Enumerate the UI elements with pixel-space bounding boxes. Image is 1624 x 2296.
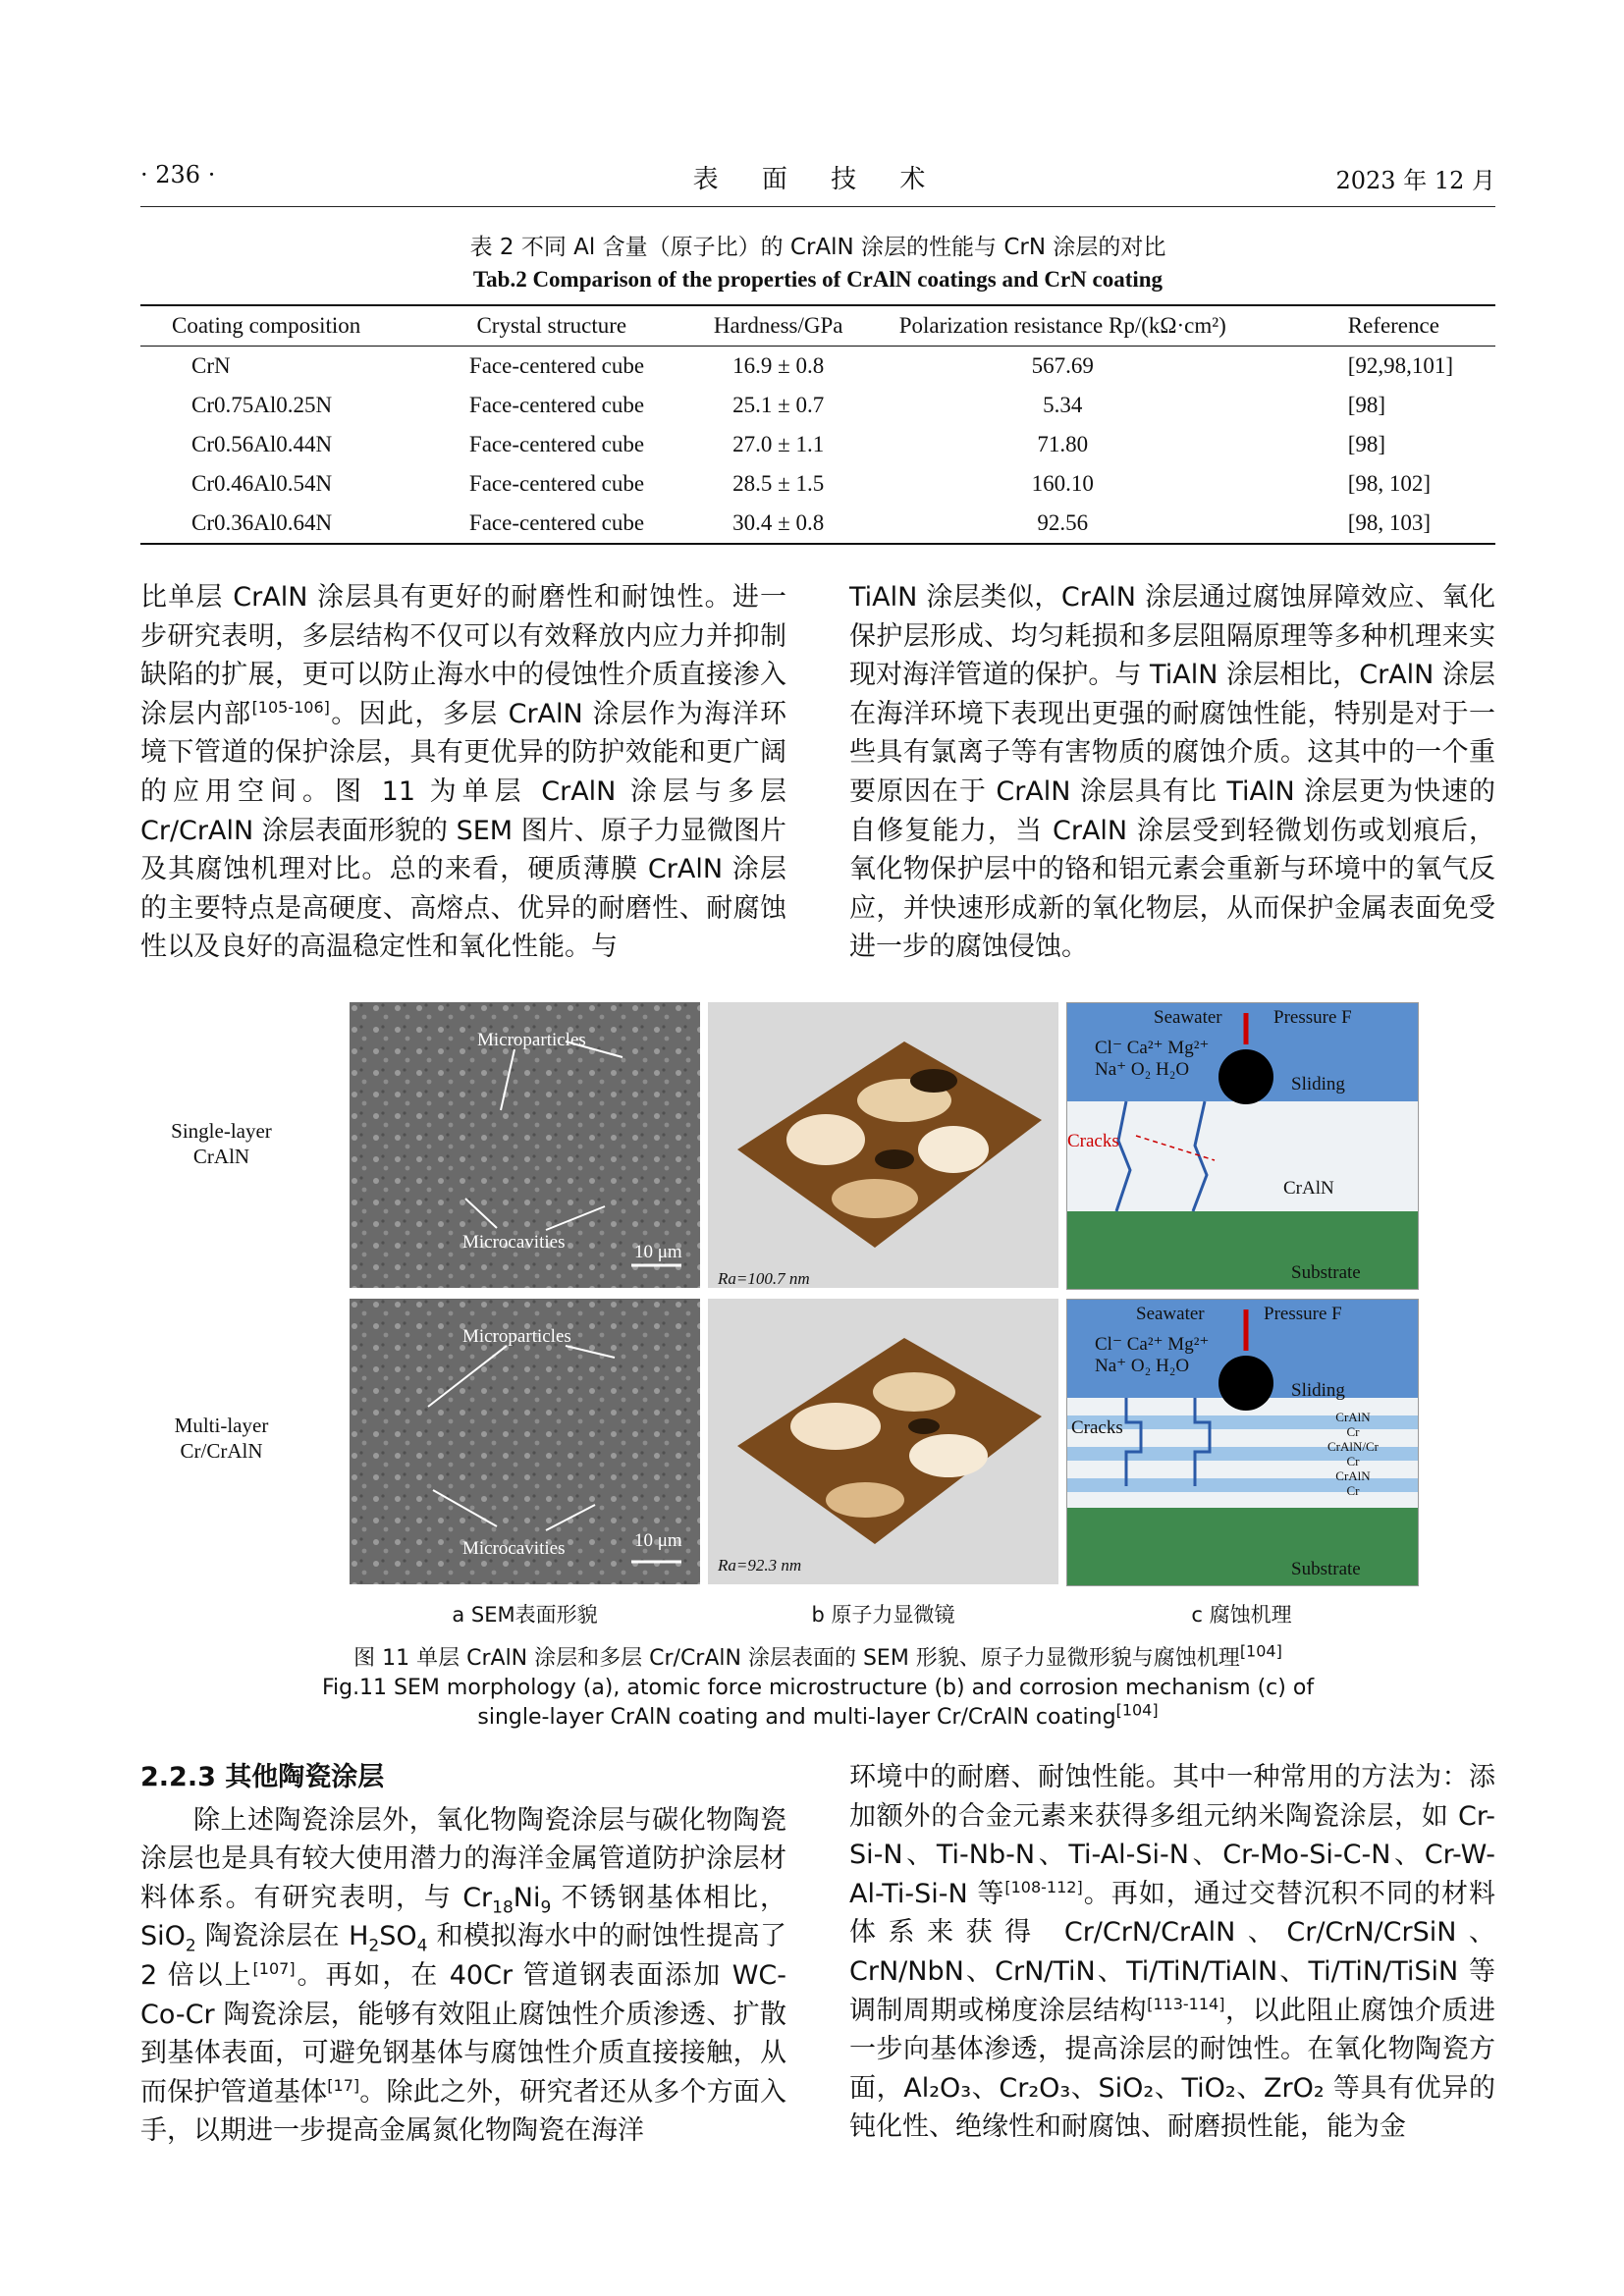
subscript: 4: [416, 1936, 428, 1956]
cell-reference: [98]: [1347, 393, 1386, 417]
subscript: 9: [540, 1897, 552, 1918]
mech-substrate: Substrate: [1291, 1261, 1361, 1283]
cell-composition: Cr0.46Al0.54N: [191, 471, 333, 496]
mech-pressure: Pressure F: [1264, 1303, 1342, 1324]
afm-surface: [708, 1299, 1058, 1584]
cell-hardness: 30.4 ± 0.8: [732, 510, 825, 535]
right-column: [849, 578, 1495, 967]
issue-date: 2023 年 12 月: [1335, 167, 1495, 194]
mech-crain-label: CrAlN: [1283, 1177, 1334, 1199]
text-span: 。再如，通过交替沉积不同的材料体系来获得 Cr/CrN/CrAlN、Cr/CrN/CrSiN、CrN/NbN、CrN/TiN、Ti/TiN/TiAlN、Ti/TiN/TiSiN 等调制周期或梯度涂层结构: [849, 1878, 1496, 2026]
col-header-reference: Reference: [1347, 313, 1439, 338]
cell-reference: [98, 102]: [1347, 471, 1432, 496]
text-span: 环境中的耐磨、耐蚀性能。其中一种常用的方法为：添加额外的合金元素来获得多组元纳米陶瓷涂层，如 Cr-Si-N、Ti-Nb-N、Ti-Al-Si-N、Cr-Mo-Si-C-N、Cr-W-Al-Ti-Si-N 等: [849, 1761, 1495, 1909]
cell-hardness: 27.0 ± 1.1: [732, 432, 825, 456]
mechanism-multi: [1066, 1299, 1419, 1586]
sem-label-microparticles: Microparticles: [477, 1029, 586, 1050]
row-label-multi: Multi-layer Cr/CrAlN: [174, 1413, 269, 1463]
mech-cracks: Cracks: [1067, 1130, 1119, 1151]
subscript: 2: [185, 1936, 196, 1956]
citation: [105-106]: [251, 697, 330, 717]
cell-hardness: 28.5 ± 1.5: [732, 471, 825, 496]
mech-ions-1: Cl⁻ Ca²⁺ Mg²⁺: [1095, 1333, 1210, 1355]
page: [140, 147, 1495, 2151]
text-span: ，以此阻止腐蚀介质进一步向基体渗透，提高涂层的耐蚀性。在氧化物陶瓷方面，Al₂O₃、Cr₂O₃、SiO₂、TiO₂、ZrO₂ 等具有优异的钝化性、绝缘性和耐腐蚀、耐磨损性能，能为金: [849, 1995, 1496, 2143]
cell-composition: CrN: [191, 353, 231, 378]
right-column: [849, 1758, 1495, 2151]
table-row: [140, 504, 1495, 544]
page-number: · 236 ·: [140, 161, 216, 188]
sem-scale-bar: 10 μm: [634, 1529, 682, 1551]
row-label-single: Single-layer CrAlN: [171, 1118, 272, 1168]
layer-label: Cr: [1346, 1423, 1360, 1439]
sem-label-microcavities: Microcavities: [462, 1231, 566, 1253]
table-row: [140, 425, 1495, 464]
citation: [104]: [1115, 1700, 1159, 1720]
col-header-resistance: Polarization resistance Rp/(kΩ·cm²): [898, 313, 1226, 338]
caption-cn-text: 图 11 单层 CrAlN 涂层和多层 Cr/CrAlN 涂层表面的 SEM 形貌、原子力显微形貌与腐蚀机理: [353, 1645, 1240, 1671]
cell-composition: Cr0.75Al0.25N: [191, 393, 333, 417]
sublabel-c: c 腐蚀机理: [1191, 1602, 1292, 1627]
section-heading: 2.2.3 其他陶瓷涂层: [140, 1761, 385, 1792]
running-header: [140, 147, 1495, 207]
body-bottom: [140, 1758, 1495, 2151]
cell-structure: Face-centered cube: [468, 393, 645, 417]
cell-structure: Face-centered cube: [468, 471, 645, 496]
caption-cn: [140, 1641, 1495, 1674]
layer-label: Cr: [1346, 1482, 1360, 1498]
cell-reference: [98]: [1347, 432, 1386, 456]
table-body: [140, 347, 1495, 545]
table-title-cn: 表 2 不同 Al 含量（原子比）的 CrAlN 涂层的性能与 CrN 涂层的对比: [469, 235, 1166, 260]
sem-image-multi: [350, 1299, 700, 1584]
afm-ra-value: Ra=92.3 nm: [718, 1555, 802, 1575]
text-span: 除上述陶瓷涂层外，氧化物陶瓷涂层与碳化物陶瓷涂层也是具有较大使用潜力的海洋金属管道防护涂层材料体系。有研究表明，与 Cr: [140, 1804, 786, 1913]
caption-en-2-text: single-layer CrAlN coating and multi-layer Cr/CrAlN coating: [477, 1704, 1116, 1730]
text-span: 比单层 CrAlN 涂层具有更好的耐磨性和耐蚀性。进一步研究表明，多层结构不仅可以有效释放内应力并抑制缺陷的扩展，更可以防止海水中的侵蚀性介质直接渗入涂层内部: [140, 582, 786, 729]
text-span: 。再如，在 40Cr 管道钢表面添加 WC-Co-Cr 陶瓷涂层，能够有效阻止腐蚀性介质渗透、扩散到基体表面，可避免钢基体与腐蚀性介质直接接触，从而保护管道基体: [140, 1959, 786, 2108]
mech-seawater: Seawater: [1136, 1303, 1205, 1324]
cell-composition: Cr0.56Al0.44N: [191, 432, 333, 456]
table-header-row: [140, 305, 1495, 347]
cell-reference: [92,98,101]: [1347, 353, 1454, 378]
subscript: 2: [368, 1936, 380, 1956]
mech-seawater: Seawater: [1154, 1006, 1222, 1028]
mech-substrate: Substrate: [1291, 1558, 1361, 1579]
mech-ions-2: Na⁺ O₂ H₂O: [1095, 1058, 1190, 1080]
mech-sliding: Sliding: [1291, 1073, 1345, 1095]
mech-layer-labels: [1299, 1410, 1407, 1498]
citation: [104]: [1239, 1641, 1282, 1661]
paragraph: TiAlN 涂层类似，CrAlN 涂层通过腐蚀屏障效应、氧化保护层形成、均匀耗损和多层阻隔原理等多种机理来实现对海洋管道的保护。与 TiAlN 涂层相比，CrAlN 涂层在海洋环境下表现出更强的耐腐蚀性能，特别是对于一些具有氯离子等有害物质的腐蚀介质。这其中的一个重要原因在于 CrAlN 涂层具有比 TiAlN 涂层更为快速的自修复能力，当 CrAlN 涂层受到轻微划伤或划痕后，氧化物保护层中的铬和铝元素会重新与环境中的氧气反应，并快速形成新的氧化物层，从而保护金属表面免受进一步的腐蚀侵蚀。: [849, 582, 1495, 963]
text-span: 陶瓷涂层在 H: [195, 1921, 369, 1952]
afm-ra-value: Ra=100.7 nm: [718, 1268, 810, 1288]
col-header-structure: Crystal structure: [476, 313, 627, 338]
properties-table: [140, 304, 1495, 545]
citation: [108-112]: [1004, 1877, 1083, 1896]
cell-hardness: 16.9 ± 0.8: [732, 353, 825, 378]
figure-caption: [140, 1641, 1495, 1733]
citation: [113-114]: [1147, 1994, 1225, 2013]
layer-label: CrAlN: [1335, 1468, 1371, 1483]
text-span: 。除此之外，研究者还从多个方面入手，以期进一步提高金属氮化物陶瓷在海洋: [140, 2076, 787, 2147]
sem-label-microparticles: Microparticles: [462, 1325, 571, 1347]
cell-resistance: 160.10: [1031, 471, 1094, 496]
table-row: [140, 464, 1495, 504]
journal-title: 表 面 技 术: [692, 165, 944, 194]
citation: [107]: [252, 1958, 296, 1978]
mech-pressure: Pressure F: [1273, 1006, 1352, 1028]
cell-structure: Face-centered cube: [468, 353, 645, 378]
text-span: 和模拟海水中的耐蚀性提高了 2 倍以上: [140, 1921, 787, 1991]
mech-sliding: Sliding: [1291, 1379, 1345, 1401]
sem-image-single: [350, 1002, 700, 1288]
body-top: [140, 578, 1495, 967]
sem-scale-bar: 10 μm: [634, 1241, 682, 1262]
paragraph: [849, 1758, 1495, 2147]
text-span: SO: [379, 1921, 417, 1952]
table-row: [140, 386, 1495, 425]
figure-11: [140, 1002, 1495, 1644]
cell-structure: Face-centered cube: [468, 510, 645, 535]
text-span: Ni: [513, 1882, 541, 1913]
subscript: 18: [492, 1897, 514, 1918]
text-span: 。因此，多层 CrAlN 涂层作为海洋环境下管道的保护涂层，具有更优异的防护效能和更广阔的应用空间。图 11 为单层 CrAlN 涂层与多层 Cr/CrAlN 涂层表面形貌的 SEM 图片、原子力显微图片及其腐蚀机理对比。总的来看，硬质薄膜 CrAlN 涂层的主要特点是高硬度、高熔点、优异的耐磨性、耐腐蚀性以及良好的高温稳定性和氧化性能。与: [140, 698, 787, 963]
cell-structure: Face-centered cube: [468, 432, 645, 456]
left-column: [140, 578, 786, 967]
paragraph: [140, 1801, 786, 2151]
cell-resistance: 567.69: [1031, 353, 1094, 378]
sublabel-b: b 原子力显微镜: [811, 1602, 955, 1627]
mech-ions-2: Na⁺ O₂ H₂O: [1095, 1355, 1190, 1376]
afm-image-single: [708, 1002, 1058, 1288]
caption-en-2: [140, 1700, 1495, 1733]
text-span: 不锈钢基体相比，SiO: [140, 1882, 786, 1952]
cell-resistance: 5.34: [1043, 393, 1083, 417]
cell-reference: [98, 103]: [1347, 510, 1432, 535]
mech-cracks: Cracks: [1071, 1416, 1123, 1438]
layer-label: Cr: [1346, 1453, 1360, 1468]
left-column: [140, 1758, 786, 2151]
col-header-hardness: Hardness/GPa: [713, 313, 843, 338]
cell-composition: Cr0.36Al0.64N: [191, 510, 333, 535]
mechanism-single: [1066, 1002, 1419, 1290]
table-title-en: Tab.2 Comparison of the properties of CrAlN coatings and CrN coating: [472, 267, 1164, 292]
cell-resistance: 92.56: [1037, 510, 1089, 535]
paragraph: [140, 578, 786, 967]
citation: [17]: [327, 2075, 360, 2095]
caption-en-1: Fig.11 SEM morphology (a), atomic force microstructure (b) and corrosion mechanism (c) of: [321, 1675, 1315, 1700]
mech-ions-1: Cl⁻ Ca²⁺ Mg²⁺: [1095, 1037, 1210, 1058]
cell-hardness: 25.1 ± 0.7: [732, 393, 825, 417]
sem-label-microcavities: Microcavities: [462, 1537, 566, 1559]
cell-resistance: 71.80: [1037, 432, 1089, 456]
afm-image-multi: [708, 1299, 1058, 1584]
afm-surface: [708, 1002, 1058, 1288]
table-row: [140, 347, 1495, 387]
col-header-composition: Coating composition: [172, 313, 361, 338]
sublabel-a: a SEM表面形貌: [452, 1602, 598, 1627]
layer-label: CrAlN: [1335, 1409, 1371, 1424]
layer-label: CrAlN/Cr: [1327, 1438, 1379, 1454]
